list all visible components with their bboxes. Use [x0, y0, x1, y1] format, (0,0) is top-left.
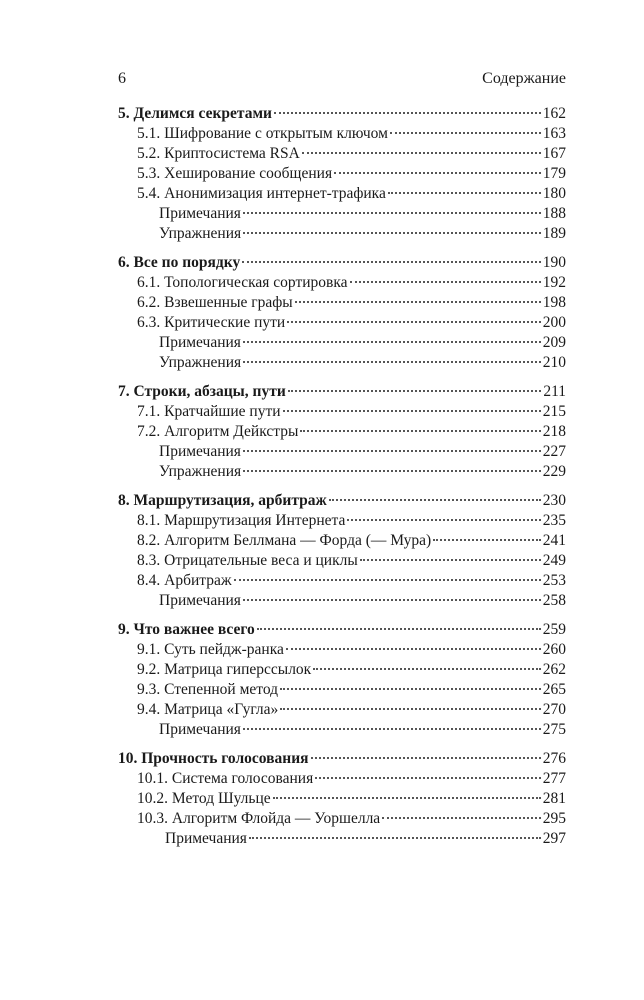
toc-page-number: 253	[542, 572, 566, 589]
toc-section-entry[interactable]	[118, 829, 566, 849]
toc-entry-title: 10. Прочность голосования	[118, 750, 309, 767]
toc-page-number: 229	[542, 463, 566, 480]
running-title: Содержание	[482, 70, 566, 87]
toc-section-entry[interactable]	[118, 442, 566, 462]
toc-section-entry[interactable]	[118, 769, 566, 789]
toc-page-number: 210	[542, 354, 566, 371]
toc-page-number: 281	[542, 790, 566, 807]
toc-section-entry[interactable]	[118, 720, 566, 740]
dot-leader	[249, 837, 541, 839]
toc-entry-title: 7.1. Кратчайшие пути	[137, 403, 281, 420]
dot-leader	[334, 172, 541, 174]
toc-section-entry[interactable]	[118, 640, 566, 660]
toc-entry-title: 8.3. Отрицательные веса и циклы	[137, 552, 358, 569]
dot-leader	[243, 470, 541, 472]
toc-section-entry[interactable]	[118, 124, 566, 144]
toc-entry-title: 10.2. Метод Шульце	[137, 790, 271, 807]
toc-chapter	[118, 620, 566, 740]
toc-entry-title: 8.2. Алгоритм Беллмана — Форда (— Мура)	[137, 532, 432, 549]
toc-chapter-entry[interactable]	[118, 382, 566, 402]
dot-leader	[286, 648, 541, 650]
toc-page-number: 167	[542, 145, 566, 162]
toc-entry-title: 10.1. Система голосования	[137, 770, 314, 787]
dot-leader	[257, 628, 541, 630]
dot-leader	[242, 261, 541, 263]
toc-chapter-entry[interactable]	[118, 104, 566, 124]
toc-entry-title: 5.2. Криптосистема RSA	[137, 145, 300, 162]
toc-page-number: 258	[542, 592, 566, 609]
toc-page-number: 209	[542, 334, 566, 351]
toc-section-entry[interactable]	[118, 313, 566, 333]
toc-entry-title: Примечания	[159, 592, 241, 609]
toc-page-number: 189	[542, 225, 566, 242]
dot-leader	[295, 301, 541, 303]
dot-leader	[234, 579, 541, 581]
page-number: 6	[118, 70, 126, 87]
toc-page-number: 277	[542, 770, 566, 787]
toc-entry-title: 9.1. Суть пейдж-ранка	[137, 641, 284, 658]
toc-section-entry[interactable]	[118, 511, 566, 531]
dot-leader	[243, 212, 541, 214]
toc-page-number: 270	[542, 701, 566, 718]
toc-chapter	[118, 104, 566, 244]
toc-page-number: 259	[542, 621, 566, 638]
toc-section-entry[interactable]	[118, 293, 566, 313]
toc-page-number: 200	[542, 314, 566, 331]
toc-section-entry[interactable]	[118, 422, 566, 442]
toc-page-number: 230	[542, 492, 566, 509]
toc-entry-title: Упражнения	[159, 354, 242, 371]
dot-leader	[243, 450, 541, 452]
toc-entry-title: 6.1. Топологическая сортировка	[137, 274, 348, 291]
toc-section-entry[interactable]	[118, 224, 566, 244]
dot-leader	[280, 688, 541, 690]
dot-leader	[288, 390, 542, 392]
toc-section-entry[interactable]	[118, 551, 566, 571]
dot-leader	[274, 112, 541, 114]
toc-page-number: 190	[542, 254, 566, 271]
toc-page-number: 211	[543, 383, 566, 400]
toc-entry-title: Примечания	[159, 205, 241, 222]
toc-page-number: 241	[542, 532, 566, 549]
toc-entry-title: Примечания	[165, 830, 247, 847]
toc-section-entry[interactable]	[118, 402, 566, 422]
toc-section-entry[interactable]	[118, 353, 566, 373]
toc-section-entry[interactable]	[118, 462, 566, 482]
toc-section-entry[interactable]	[118, 789, 566, 809]
dot-leader	[243, 728, 541, 730]
dot-leader	[360, 559, 541, 561]
dot-leader	[243, 232, 541, 234]
toc-entry-title: 9. Что важнее всего	[118, 621, 255, 638]
toc-page-number: 260	[542, 641, 566, 658]
dot-leader	[300, 430, 540, 432]
toc-page-number: 198	[542, 294, 566, 311]
dot-leader	[390, 132, 541, 134]
dot-leader	[311, 757, 541, 759]
toc-section-entry[interactable]	[118, 591, 566, 611]
dot-leader	[388, 192, 541, 194]
toc-section-entry[interactable]	[118, 164, 566, 184]
dot-leader	[313, 668, 541, 670]
dot-leader	[329, 499, 541, 501]
toc-section-entry[interactable]	[118, 809, 566, 829]
toc-section-entry[interactable]	[118, 680, 566, 700]
dot-leader	[280, 708, 541, 710]
toc-page-number: 180	[542, 185, 566, 202]
toc-entry-title: 6.3. Критические пути	[137, 314, 286, 331]
toc-page-number: 265	[542, 681, 566, 698]
dot-leader	[273, 797, 541, 799]
toc-page-number: 218	[542, 423, 566, 440]
toc-page-number: 295	[542, 810, 566, 827]
toc-entry-title: 5. Делимся секретами	[118, 105, 272, 122]
toc-entry-title: 6.2. Взвешенные графы	[137, 294, 293, 311]
dot-leader	[302, 152, 541, 154]
toc-chapter	[118, 253, 566, 373]
toc-entry-title: 6. Все по порядку	[118, 254, 241, 271]
toc-chapter-entry[interactable]	[118, 491, 566, 511]
toc-entry-title: 8.4. Арбитраж	[137, 572, 232, 589]
toc-page-number: 215	[542, 403, 566, 420]
toc-entry-title: Примечания	[159, 334, 241, 351]
toc-page-number: 227	[542, 443, 566, 460]
dot-leader	[243, 341, 541, 343]
dot-leader	[350, 281, 541, 283]
toc-entry-title: Упражнения	[159, 225, 242, 242]
toc-page-number: 188	[542, 205, 566, 222]
toc-section-entry[interactable]	[118, 700, 566, 720]
toc-entry-title: 10.3. Алгоритм Флойда — Уоршелла	[137, 810, 381, 827]
toc-entry-title: Примечания	[159, 721, 241, 738]
toc-page-number: 249	[542, 552, 566, 569]
toc-entry-title: 9.2. Матрица гиперссылок	[137, 661, 312, 678]
toc-section-entry[interactable]	[118, 273, 566, 293]
page-header	[118, 70, 566, 88]
toc-chapter	[118, 382, 566, 482]
toc-page-number: 297	[542, 830, 566, 847]
toc-page-number: 276	[542, 750, 566, 767]
toc-page-number: 235	[542, 512, 566, 529]
toc-entry-title: 9.3. Степенной метод	[137, 681, 279, 698]
toc-entry-title: 9.4. Матрица «Гугла»	[137, 701, 279, 718]
toc-entry-title: 7. Строки, абзацы, пути	[118, 383, 286, 400]
toc-page-number: 179	[542, 165, 566, 182]
toc-section-entry[interactable]	[118, 184, 566, 204]
toc-page-number: 275	[542, 721, 566, 738]
dot-leader	[243, 599, 541, 601]
toc-entry-title: 7.2. Алгоритм Дейкстры	[137, 423, 299, 440]
toc-section-entry[interactable]	[118, 571, 566, 591]
dot-leader	[433, 539, 541, 541]
toc-entry-title: Упражнения	[159, 463, 242, 480]
toc-entry-title: 8. Маршрутизация, арбитраж	[118, 492, 327, 509]
dot-leader	[347, 519, 540, 521]
toc-section-entry[interactable]	[118, 660, 566, 680]
toc-chapter	[118, 749, 566, 849]
toc-chapter-entry[interactable]	[118, 620, 566, 640]
toc-section-entry[interactable]	[118, 531, 566, 551]
dot-leader	[287, 321, 541, 323]
toc-chapter	[118, 491, 566, 611]
toc-chapter-entry[interactable]	[118, 253, 566, 273]
toc-entry-title: Примечания	[159, 443, 241, 460]
dot-leader	[243, 361, 541, 363]
dot-leader	[315, 777, 541, 779]
toc-chapter-entry[interactable]	[118, 749, 566, 769]
toc-section-entry[interactable]	[118, 204, 566, 224]
dot-leader	[283, 410, 541, 412]
toc-section-entry[interactable]	[118, 144, 566, 164]
toc-page-number: 192	[542, 274, 566, 291]
toc-entry-title: 8.1. Маршрутизация Интернета	[137, 512, 346, 529]
toc-page-number: 262	[542, 661, 566, 678]
toc-entry-title: 5.1. Шифрование с открытым ключом	[137, 125, 388, 142]
toc-entry-title: 5.3. Хеширование сообщения	[137, 165, 333, 182]
toc-section-entry[interactable]	[118, 333, 566, 353]
toc-entry-title: 5.4. Анонимизация интернет-трафика	[137, 185, 386, 202]
toc-page-number: 162	[542, 105, 566, 122]
toc-page-number: 163	[542, 125, 566, 142]
table-of-contents	[118, 104, 566, 858]
dot-leader	[382, 817, 541, 819]
